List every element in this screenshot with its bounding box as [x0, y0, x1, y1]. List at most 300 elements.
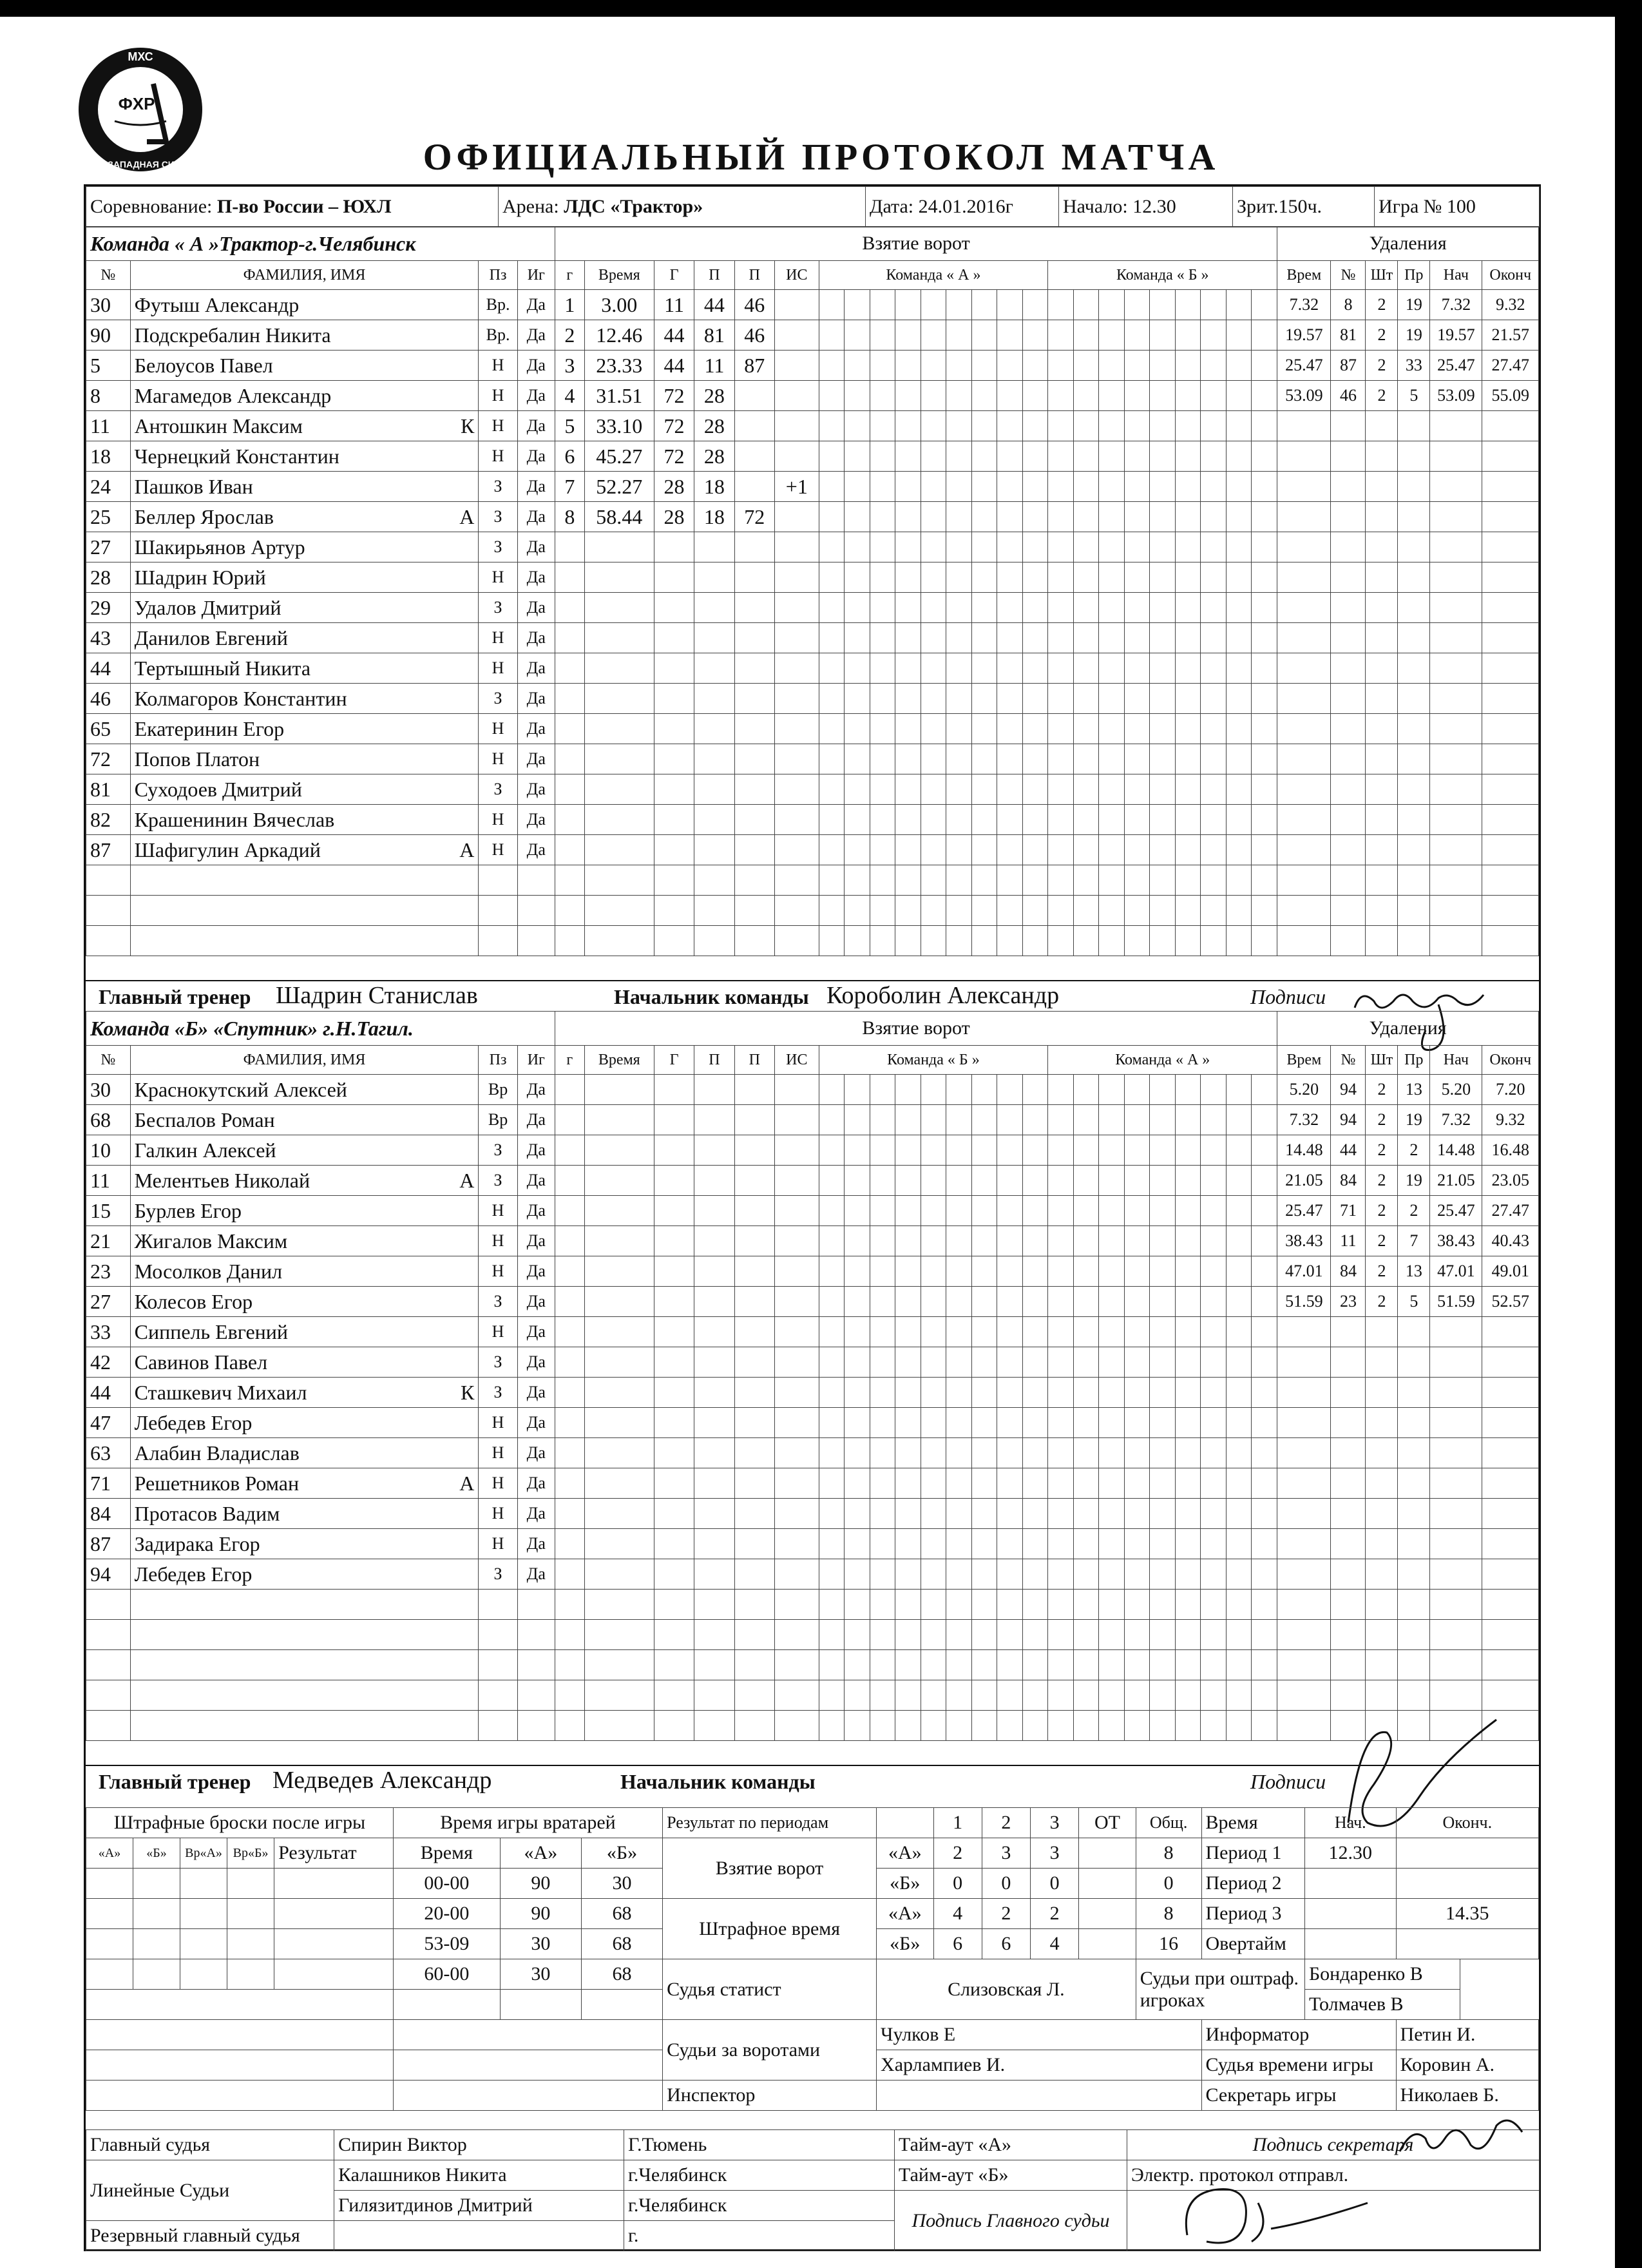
linesman-2: Гилязитдинов Дмитрий	[334, 2191, 624, 2221]
player-position: Н	[479, 1499, 517, 1529]
player-number: 94	[86, 1559, 131, 1590]
player-name: Пашков Иван	[134, 474, 253, 498]
pen-a-p1: 4	[933, 1899, 982, 1929]
player-position: З	[479, 774, 517, 805]
player-played: Да	[517, 1317, 555, 1347]
penalty-player: 23	[1331, 1287, 1366, 1317]
period-3-label: Период 3	[1201, 1899, 1304, 1929]
goal-situation	[775, 441, 819, 472]
team-a-col-header: П	[734, 261, 774, 290]
penalty-minutes: 2	[1366, 381, 1398, 411]
penalty-player: 44	[1331, 1135, 1366, 1166]
goal-scorer: 28	[654, 472, 694, 502]
goal-situation	[775, 381, 819, 411]
period-col-3: 3	[1031, 1808, 1079, 1838]
electronic-protocol-sent: Электр. протокол отправл.	[1127, 2160, 1540, 2191]
penalty-reason: 7	[1398, 1226, 1430, 1256]
goal-situation	[775, 351, 819, 381]
player-played: Да	[517, 1378, 555, 1408]
player-position: Н	[479, 351, 517, 381]
goalie-time-title: Время игры вратарей	[393, 1808, 662, 1838]
player-role: К	[461, 1380, 475, 1404]
team-b-row	[86, 1590, 1539, 1620]
goal-scorer: 11	[654, 290, 694, 320]
team-a-row	[86, 896, 1539, 926]
team-a-row	[86, 472, 1539, 502]
penalty-end: 23.05	[1482, 1166, 1539, 1196]
penalty-time: 25.47	[1277, 351, 1331, 381]
team-a-col-header: №	[1331, 261, 1366, 290]
team-a-col-header: Команда « А »	[819, 261, 1048, 290]
linesman-2-city: г.Челябинск	[624, 2191, 895, 2221]
logo-ring-text: УРАЛ-ЗАПАДНАЯ СИБИРЬ	[81, 159, 200, 169]
timekeeper-label: Судья времени игры	[1201, 2050, 1396, 2081]
penalty-start: 5.20	[1430, 1075, 1482, 1105]
team-a-coach-label: Главный тренер	[99, 985, 251, 1008]
goal-assist-1: 28	[694, 381, 734, 411]
team-b-row	[86, 1559, 1539, 1590]
player-played: Да	[517, 1529, 555, 1559]
goal-assist-1: 18	[694, 502, 734, 532]
player-number: 23	[86, 1256, 131, 1287]
player-number: 65	[86, 714, 131, 744]
team-a-col-header: Шт	[1366, 261, 1398, 290]
player-name: Мелентьев Николай	[134, 1168, 310, 1192]
goal-time: 23.33	[584, 351, 654, 381]
team-b-row	[86, 1680, 1539, 1711]
team-a-row	[86, 502, 1539, 532]
penalty-start: 38.43	[1430, 1226, 1482, 1256]
team-a-title-row	[86, 227, 1539, 261]
player-name-cell	[130, 593, 479, 623]
penalty-time: 7.32	[1277, 290, 1331, 320]
goalie-b-4: 68	[581, 1959, 662, 1990]
player-name: Антошкин Максим	[134, 414, 303, 437]
player-name: Суходоев Дмитрий	[134, 777, 302, 801]
goalie-a-3: 30	[500, 1929, 581, 1959]
penalty-time: 47.01	[1277, 1256, 1331, 1287]
scan-edge-right	[1615, 0, 1642, 2268]
period-col-1: 1	[933, 1808, 982, 1838]
penalty-reason: 13	[1398, 1075, 1430, 1105]
goals-a-p3: 3	[1031, 1838, 1079, 1869]
team-b-row	[86, 1408, 1539, 1438]
team-a-row	[86, 684, 1539, 714]
penalty-reason: 5	[1398, 1287, 1430, 1317]
player-number: 68	[86, 1105, 131, 1135]
player-name-cell	[130, 1438, 479, 1468]
player-name: Сташкевич Михаил	[134, 1380, 307, 1404]
team-a-col-header: ФАМИЛИЯ, ИМЯ	[130, 261, 479, 290]
team-a-col-header: Нач	[1430, 261, 1482, 290]
player-played: Да	[517, 1499, 555, 1529]
team-a-row	[86, 411, 1539, 441]
player-number: 72	[86, 744, 131, 774]
player-name: Беллер Ярослав	[134, 505, 274, 528]
team-a-staff	[86, 980, 1539, 1012]
goal-number: 2	[555, 320, 584, 351]
overtime-start	[1304, 1929, 1396, 1959]
player-number: 8	[86, 381, 131, 411]
linesman-1-city: г.Челябинск	[624, 2160, 895, 2191]
team-a-row	[86, 320, 1539, 351]
penalty-start: 7.32	[1430, 1105, 1482, 1135]
player-name-cell	[130, 1529, 479, 1559]
goal-scorer: 72	[654, 441, 694, 472]
player-position: Н	[479, 1529, 517, 1559]
penalty-minutes: 2	[1366, 1075, 1398, 1105]
penalty-end: 40.43	[1482, 1226, 1539, 1256]
player-role: А	[459, 838, 475, 861]
player-name-cell	[130, 1559, 479, 1590]
penalty-end: 55.09	[1482, 381, 1539, 411]
player-number: 15	[86, 1196, 131, 1226]
player-position: Н	[479, 1226, 517, 1256]
team-a-row	[86, 562, 1539, 593]
secretary-label: Секретарь игры	[1201, 2081, 1396, 2111]
pen-b-ot	[1079, 1929, 1136, 1959]
player-number: 87	[86, 835, 131, 865]
goal-situation: +1	[775, 472, 819, 502]
summary-row-3	[86, 1899, 1539, 1929]
goal-scorer: 72	[654, 411, 694, 441]
period-2-start	[1304, 1869, 1396, 1899]
player-name-cell	[130, 714, 479, 744]
player-played: Да	[517, 1287, 555, 1317]
player-name: Чернецкий Константин	[134, 444, 339, 468]
team-b-row	[86, 1196, 1539, 1226]
player-name: Краснокутский Алексей	[134, 1077, 347, 1101]
player-position: Вр.	[479, 320, 517, 351]
logo-top-text: МХС	[128, 50, 153, 63]
referee-row-main	[86, 2130, 1540, 2160]
penalty-minutes: 2	[1366, 1105, 1398, 1135]
player-played: Да	[517, 1135, 555, 1166]
goal-number: 3	[555, 351, 584, 381]
player-name: Шафигулин Аркадий	[134, 838, 321, 861]
penalty-end: 52.57	[1482, 1287, 1539, 1317]
player-role: А	[459, 505, 475, 528]
player-name: Шакирьянов Артур	[134, 535, 305, 559]
team-a-col-header: г	[555, 261, 584, 290]
pen-a-total: 8	[1136, 1899, 1201, 1929]
goal-assist-2: 87	[734, 351, 774, 381]
penalty-player: 46	[1331, 381, 1366, 411]
player-number: 11	[86, 1166, 131, 1196]
penalty-end: 27.47	[1482, 1196, 1539, 1226]
player-position: З	[479, 684, 517, 714]
player-number: 44	[86, 653, 131, 684]
player-played: Да	[517, 1105, 555, 1135]
penalty-reason: 5	[1398, 381, 1430, 411]
player-position: Н	[479, 653, 517, 684]
player-name: Футыш Александр	[134, 293, 300, 316]
periods-title: Результат по периодам	[663, 1808, 877, 1838]
team-b-row	[86, 1378, 1539, 1408]
penalty-minutes: 2	[1366, 1135, 1398, 1166]
goalie-b-2: 68	[581, 1899, 662, 1929]
team-b-col-header: ИС	[775, 1046, 819, 1075]
player-name-cell	[130, 411, 479, 441]
goal-scorer: 28	[654, 502, 694, 532]
team-b-coach-label: Главный тренер	[99, 1770, 251, 1793]
team-b-title-row	[86, 1012, 1539, 1046]
goals-a-label: «А»	[877, 1838, 934, 1869]
team-b-row	[86, 1075, 1539, 1105]
player-name: Тертышный Никита	[134, 656, 311, 680]
penalty-end: 21.57	[1482, 320, 1539, 351]
penalty-reason: 33	[1398, 351, 1430, 381]
team-b-col-header: Иг	[517, 1046, 555, 1075]
player-number: 28	[86, 562, 131, 593]
player-name-cell	[130, 441, 479, 472]
player-position: Н	[479, 1256, 517, 1287]
player-name: Колмагоров Константин	[134, 686, 347, 710]
team-a-row	[86, 653, 1539, 684]
start-label: Начало:	[1063, 196, 1128, 217]
pen-b-p1: 6	[933, 1929, 982, 1959]
goalie-a-4: 30	[500, 1959, 581, 1990]
player-name: Алабин Владислав	[134, 1441, 300, 1465]
goal-assist-2: 46	[734, 320, 774, 351]
player-position: Н	[479, 1408, 517, 1438]
player-name: Екатеринин Егор	[134, 716, 285, 740]
team-a-col-header: Оконч	[1482, 261, 1539, 290]
player-position: Н	[479, 744, 517, 774]
date-label: Дата:	[870, 196, 914, 217]
team-a-col-header: №	[86, 261, 131, 290]
goalie-col-time: Время	[393, 1838, 500, 1869]
penalty-player: 87	[1331, 351, 1366, 381]
period-2-label: Период 2	[1201, 1869, 1304, 1899]
goal-situation	[775, 502, 819, 532]
player-played: Да	[517, 290, 555, 320]
team-a-row	[86, 865, 1539, 896]
player-name: Удалов Дмитрий	[134, 595, 282, 619]
goalie-b-1: 30	[581, 1869, 662, 1899]
goal-number: 8	[555, 502, 584, 532]
player-played: Да	[517, 351, 555, 381]
overtime-label: Овертайм	[1201, 1929, 1304, 1959]
linesmen-label: Линейные Судьи	[86, 2160, 334, 2221]
player-number: 42	[86, 1347, 131, 1378]
team-a-penalties-title: Удаления	[1277, 227, 1539, 261]
player-name-cell	[130, 1287, 479, 1317]
player-position: Н	[479, 623, 517, 653]
player-name-cell	[130, 1408, 479, 1438]
goal-assist-2: 46	[734, 290, 774, 320]
goal-scorer: 72	[654, 381, 694, 411]
goal-assist-2	[734, 381, 774, 411]
player-role: А	[459, 1471, 475, 1495]
player-position: З	[479, 502, 517, 532]
game-cell	[1375, 187, 1540, 227]
period-1-start: 12.30	[1304, 1838, 1396, 1869]
goal-situation	[775, 290, 819, 320]
goal-number: 6	[555, 441, 584, 472]
player-number: 90	[86, 320, 131, 351]
times-col-time: Время	[1201, 1808, 1304, 1838]
penalty-reason: 13	[1398, 1256, 1430, 1287]
team-b-row	[86, 1135, 1539, 1166]
player-played: Да	[517, 1256, 555, 1287]
times-col-start: Нач.	[1304, 1808, 1396, 1838]
player-number: 18	[86, 441, 131, 472]
period-3-end: 14.35	[1396, 1899, 1538, 1929]
period-1-end	[1396, 1838, 1538, 1869]
player-name-cell	[130, 1166, 479, 1196]
player-number: 27	[86, 1287, 131, 1317]
player-name-cell	[130, 1317, 479, 1347]
player-played: Да	[517, 1438, 555, 1468]
player-position: Н	[479, 714, 517, 744]
team-b-col-header: Время	[584, 1046, 654, 1075]
player-played: Да	[517, 1075, 555, 1105]
goal-assist-2	[734, 441, 774, 472]
player-name-cell	[130, 1378, 479, 1408]
team-b-coach: Медведев Александр	[272, 1767, 492, 1794]
player-position: Н	[479, 562, 517, 593]
penalty-minutes: 2	[1366, 1256, 1398, 1287]
team-b-name: Команда «Б» «Спутник» г.Н.Тагил.	[86, 1012, 555, 1046]
player-position: З	[479, 1287, 517, 1317]
team-a-sign-label: Подписи	[1250, 985, 1326, 1008]
team-a-row	[86, 926, 1539, 956]
game-number: 100	[1446, 196, 1476, 217]
player-number: 33	[86, 1317, 131, 1347]
penalty-end: 9.32	[1482, 290, 1539, 320]
player-name: Данилов Евгений	[134, 626, 288, 649]
player-position: З	[479, 1166, 517, 1196]
player-position: Н	[479, 1438, 517, 1468]
goal-assist-2: 72	[734, 502, 774, 532]
player-position: Н	[479, 805, 517, 835]
team-a-col-header: Иг	[517, 261, 555, 290]
period-2-end	[1396, 1869, 1538, 1899]
team-a-name: Команда « А »Трактор-г.Челябинск	[86, 227, 555, 261]
main-referee: Спирин Виктор	[334, 2130, 624, 2160]
date-cell	[866, 187, 1059, 227]
player-played: Да	[517, 320, 555, 351]
player-number: 29	[86, 593, 131, 623]
penalty-time: 19.57	[1277, 320, 1331, 351]
period-1-label: Период 1	[1201, 1838, 1304, 1869]
period-col-ot: ОТ	[1079, 1808, 1136, 1838]
start-cell	[1059, 187, 1233, 227]
goalie-time-2: 20-00	[393, 1899, 500, 1929]
player-played: Да	[517, 411, 555, 441]
reserve-referee-label: Резервный главный судья	[86, 2221, 334, 2251]
team-b-col-header: №	[86, 1046, 131, 1075]
team-a-column-header-row	[86, 261, 1539, 290]
team-a-goals-title: Взятие ворот	[555, 227, 1277, 261]
player-name-cell	[130, 290, 479, 320]
player-played: Да	[517, 1347, 555, 1378]
player-name-cell	[130, 1105, 479, 1135]
team-b-col-header: Нач	[1430, 1046, 1482, 1075]
team-b-col-header: Оконч	[1482, 1046, 1539, 1075]
player-played: Да	[517, 1408, 555, 1438]
penalty-start: 25.47	[1430, 351, 1482, 381]
goals-b-p2: 0	[982, 1869, 1030, 1899]
statist: Слизовская Л.	[877, 1959, 1136, 2020]
pen-b-label: «Б»	[877, 1929, 934, 1959]
team-b-col-header: №	[1331, 1046, 1366, 1075]
player-played: Да	[517, 1468, 555, 1499]
goal-situation	[775, 411, 819, 441]
goal-judges-label: Судьи за воротами	[663, 2020, 877, 2081]
pen-b-p3: 4	[1031, 1929, 1079, 1959]
team-a-row	[86, 714, 1539, 744]
player-name-cell	[130, 835, 479, 865]
main-referee-signature	[1168, 2177, 1400, 2248]
player-played: Да	[517, 774, 555, 805]
team-a-row	[86, 290, 1539, 320]
player-played: Да	[517, 502, 555, 532]
player-name: Мосолков Данил	[134, 1259, 283, 1283]
competition-value: П-во России – ЮХЛ	[216, 196, 392, 217]
shootout-col-gk-b: Вр«Б»	[227, 1838, 274, 1869]
team-b-col-header: Команда « А »	[1048, 1046, 1277, 1075]
player-name-cell	[130, 684, 479, 714]
goalie-b-3: 68	[581, 1929, 662, 1959]
goal-assist-1: 28	[694, 441, 734, 472]
penalty-time: 14.48	[1277, 1135, 1331, 1166]
player-name-cell	[130, 1256, 479, 1287]
summary-header-row	[86, 1808, 1539, 1838]
penalty-time: 21.05	[1277, 1166, 1331, 1196]
player-played: Да	[517, 1196, 555, 1226]
penalty-reason: 2	[1398, 1196, 1430, 1226]
player-position: З	[479, 532, 517, 562]
player-name: Лебедев Егор	[134, 1562, 253, 1586]
arena-value: ЛДС «Трактор»	[564, 196, 703, 217]
penalty-start: 21.05	[1430, 1166, 1482, 1196]
player-played: Да	[517, 381, 555, 411]
goals-b-total: 0	[1136, 1869, 1201, 1899]
team-b-penalties-title: Удаления	[1277, 1012, 1539, 1046]
goal-scorer: 44	[654, 351, 694, 381]
goals-a-ot	[1079, 1838, 1136, 1869]
player-name-cell	[130, 532, 479, 562]
player-role: А	[459, 1168, 475, 1192]
player-played: Да	[517, 441, 555, 472]
period-col-2: 2	[982, 1808, 1030, 1838]
penalty-minutes: 2	[1366, 290, 1398, 320]
pen-a-ot	[1079, 1899, 1136, 1929]
player-name-cell	[130, 351, 479, 381]
penalty-time-label: Штрафное время	[663, 1899, 877, 1959]
goalie-time-3: 53-09	[393, 1929, 500, 1959]
team-b-col-header: Г	[654, 1046, 694, 1075]
player-name-cell	[130, 1499, 479, 1529]
goalie-col-b: «Б»	[581, 1838, 662, 1869]
team-b-row	[86, 1499, 1539, 1529]
player-played: Да	[517, 744, 555, 774]
player-number: 46	[86, 684, 131, 714]
goal-number: 5	[555, 411, 584, 441]
timeout-b: Тайм-аут «Б»	[895, 2160, 1127, 2191]
match-header	[86, 186, 1540, 227]
player-name: Белоусов Павел	[134, 353, 273, 377]
penalty-end: 49.01	[1482, 1256, 1539, 1287]
secretary-signature	[1387, 2113, 1529, 2171]
team-a-table	[86, 226, 1539, 956]
logo-center-text: ФХР	[118, 94, 155, 113]
penalty-minutes: 2	[1366, 1196, 1398, 1226]
team-b-row	[86, 1226, 1539, 1256]
player-name-cell	[130, 472, 479, 502]
